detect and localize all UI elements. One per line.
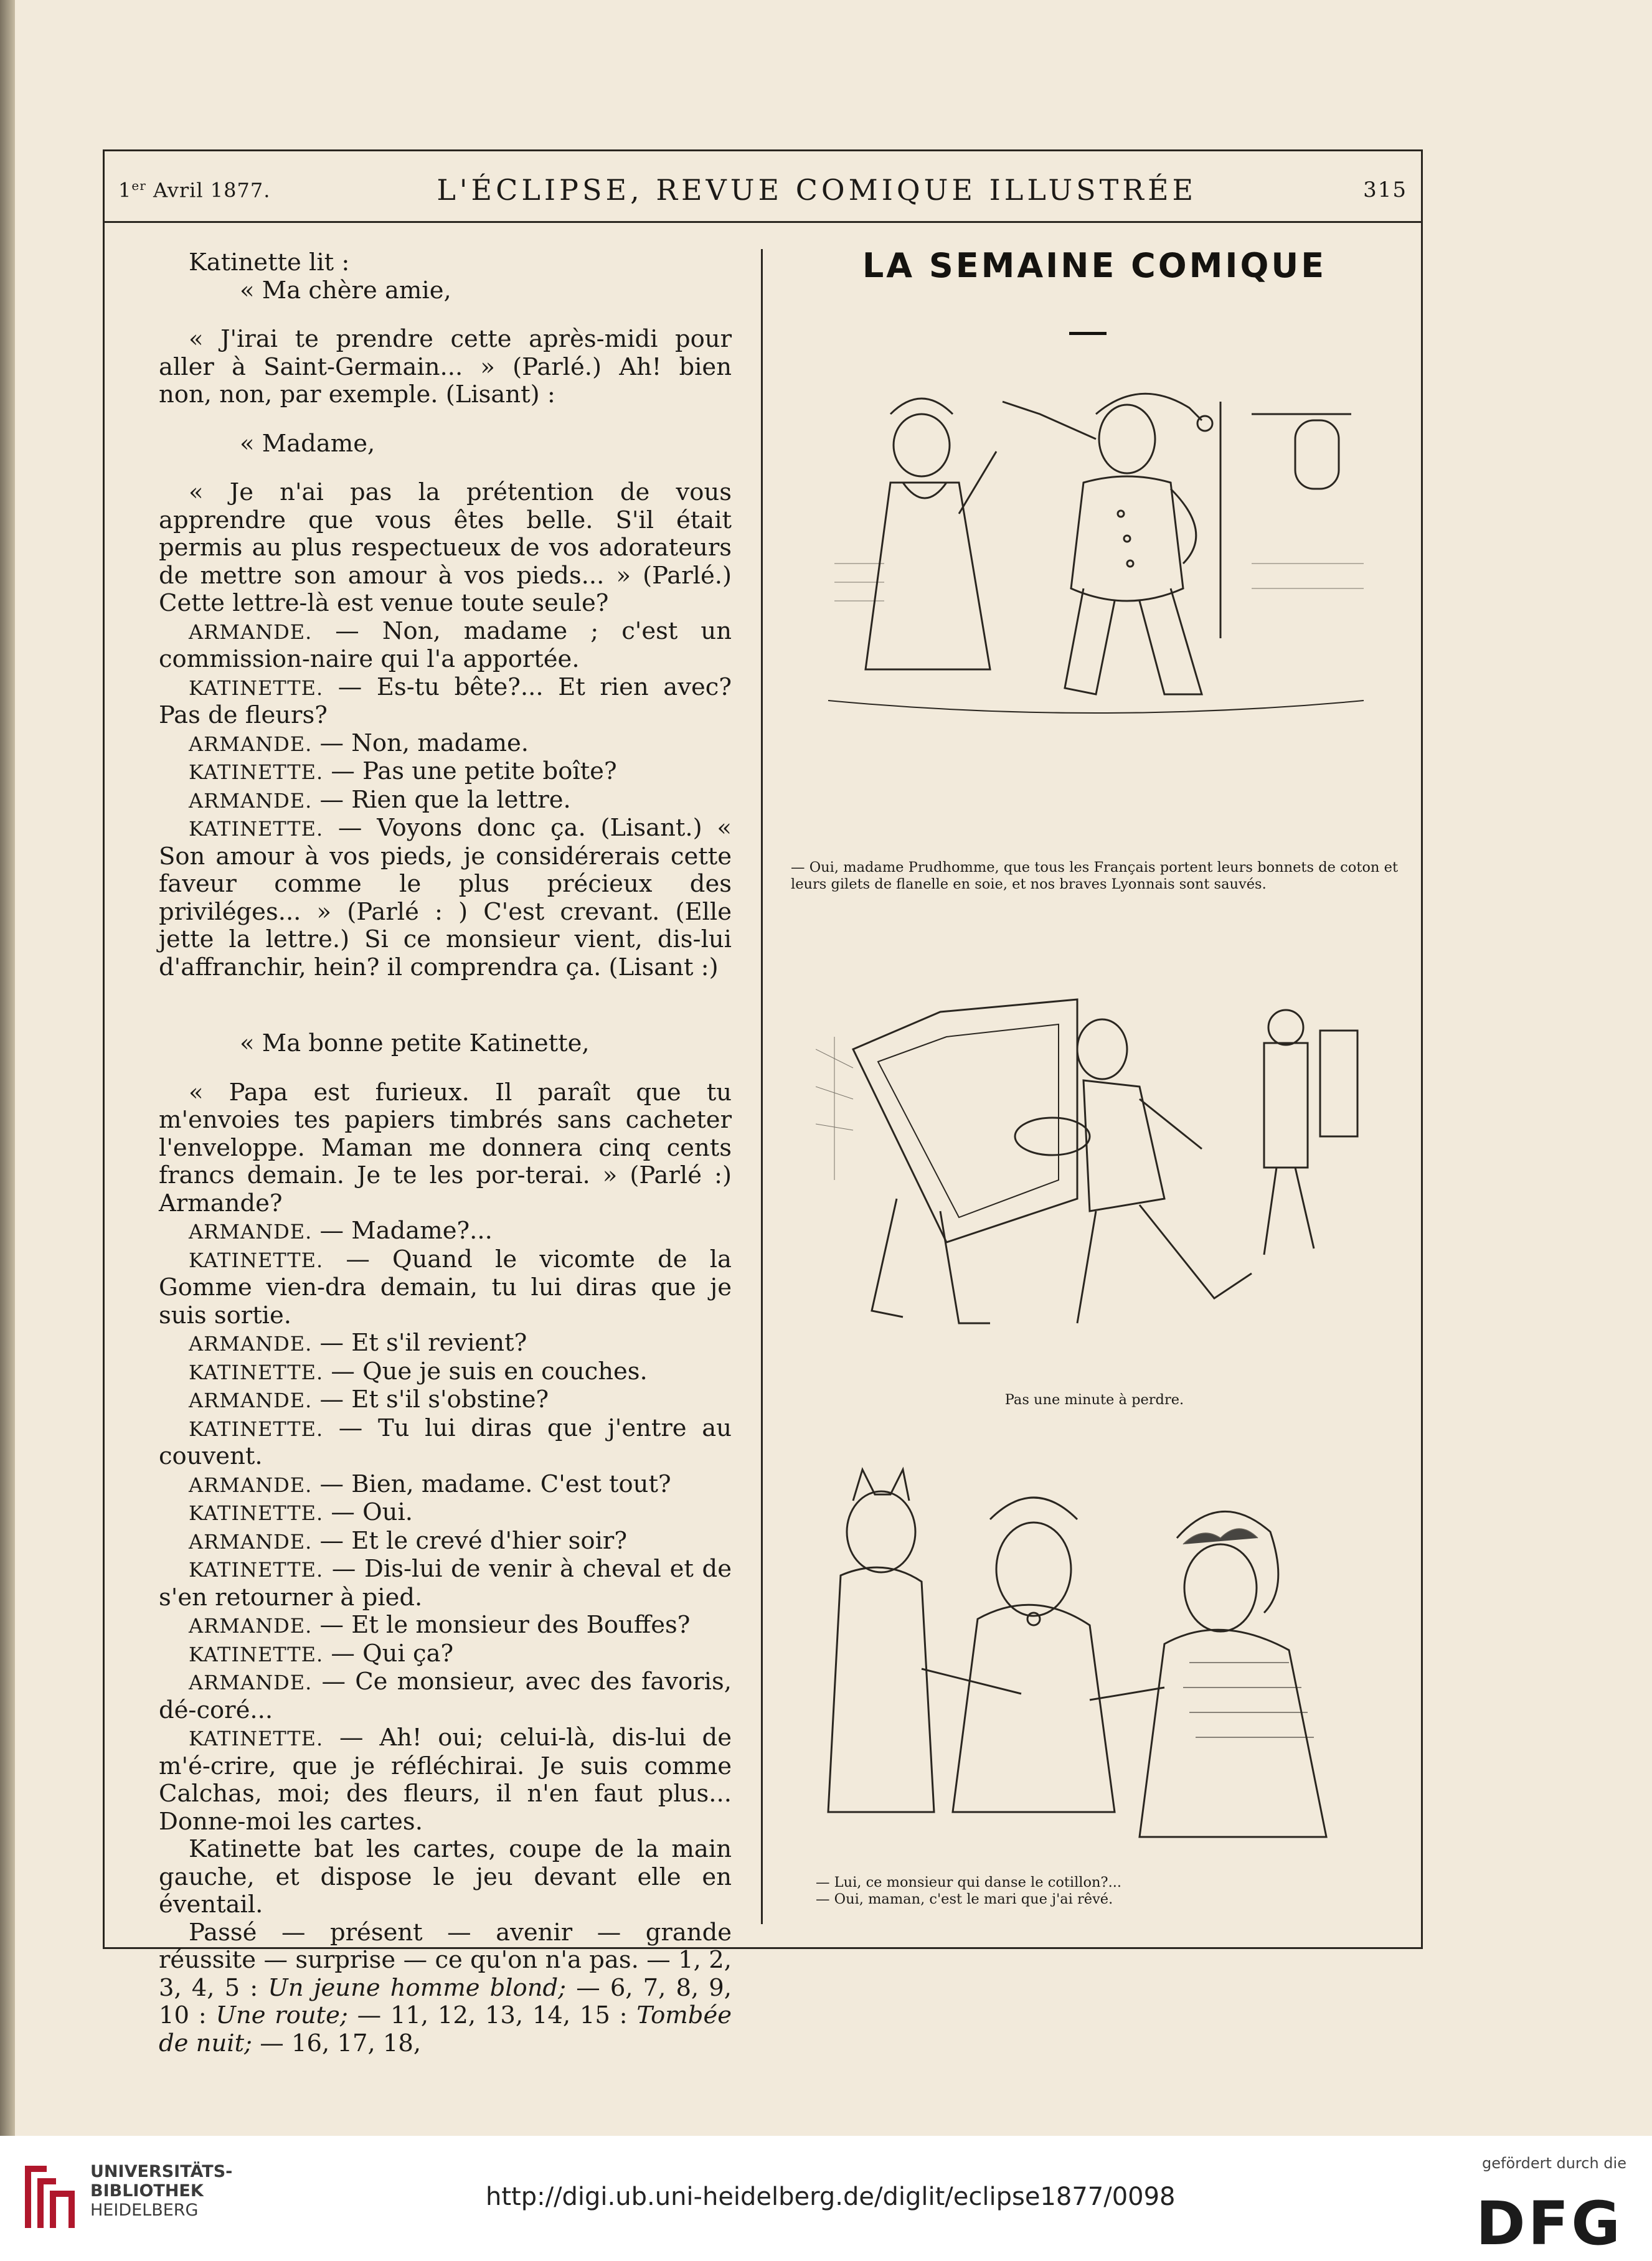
scan-edge	[0, 0, 15, 2136]
caption-illustration-2: Pas une minute à perdre.	[1004, 1392, 1184, 1408]
speaker: KATINETTE.	[189, 1417, 324, 1441]
speaker: KATINETTE.	[189, 1360, 324, 1384]
line-text: — Non, madame ; c'est un commission-naire qui l'a apportée.	[159, 616, 732, 673]
caption-illustration-1: — Oui, madame Prudhomme, que tous les Français portent leurs bonnets de coton et leurs gilets de flanelle en soie, et nos braves Lyonnais sont sauvés.	[791, 859, 1398, 892]
text-run: — 11, 12, 13, 14, 15 :	[347, 2001, 637, 2029]
date-ordinal: er	[131, 177, 146, 193]
speaker: KATINETTE.	[189, 676, 324, 700]
dialogue-line	[159, 1612, 732, 1640]
italic-run: Un jeune homme blond;	[268, 1973, 567, 2002]
line-text: — Es-tu bête?... Et rien avec? Pas de fleurs?	[159, 673, 732, 729]
line-text: — Voyons donc ça. (Lisant.) « Son amour à vos pieds, je considérerais cette faveur comme le plus précieux des priviléges... » (Parlé : ) C'est crevant. (Elle jette la lettre.) Si ce monsieur vient, dis-lui d'affranchir, hein? il comprendra ça. (Lisant :)	[159, 814, 732, 981]
dialogue-line	[159, 1415, 732, 1471]
paragraph: « J'irai te prendre cette après-midi pour aller à Saint-Germain... » (Parlé.) Ah! bien non, non, par exemple. (Lisant) :	[159, 325, 732, 408]
paragraph	[159, 1919, 732, 2058]
speaker: KATINETTE.	[189, 760, 324, 784]
speaker: ARMANDE.	[189, 1389, 313, 1412]
speaker: ARMANDE.	[189, 1473, 313, 1497]
line-text: — Ah! oui; celui-là, dis-lui de m'é-crire, que je réfléchirai. Je suis comme Calchas, moi; des fleurs, il n'en faut plus... Donne-moi les cartes.	[159, 1724, 732, 1836]
speaker: ARMANDE.	[189, 732, 313, 756]
speaker: ARMANDE.	[189, 1614, 313, 1638]
title-dash	[1069, 332, 1107, 335]
speaker: KATINETTE.	[189, 1248, 324, 1272]
dialogue-line	[159, 618, 732, 674]
date-month-year: Avril 1877.	[146, 178, 271, 202]
paragraph: Katinette bat les cartes, coupe de la main gauche, et dispose le jeu devant elle en éventail.	[159, 1835, 732, 1919]
speaker: ARMANDE.	[189, 1671, 313, 1694]
line-text: — Qui ça?	[323, 1639, 454, 1668]
speaker: KATINETTE.	[189, 1558, 324, 1582]
letter-salutation: « Ma bonne petite Katinette,	[240, 1029, 590, 1057]
speaker: KATINETTE.	[189, 1642, 324, 1666]
dialogue-line	[159, 1527, 732, 1556]
library-name-line: HEIDELBERG	[90, 2201, 199, 2220]
speaker: ARMANDE.	[189, 1529, 313, 1554]
dialogue-line	[159, 1668, 732, 1724]
line-text: — Que je suis en couches.	[323, 1357, 648, 1385]
university-library-logo-icon	[19, 2160, 81, 2234]
dialogue-line	[159, 730, 732, 758]
paragraph: « Papa est furieux. Il paraît que tu m'envoies tes papiers timbrés sans cacheter l'enveloppe. Maman me donnera cinq cents francs demain. Je te les por-terai. » (Parlé :) Armande?	[159, 1078, 732, 1217]
line-text: — Dis-lui de venir à cheval et de s'en retourner à pied.	[159, 1555, 732, 1612]
engraving-sketch-2	[816, 975, 1376, 1348]
line-text: — Pas une petite boîte?	[323, 757, 617, 785]
speaker: ARMANDE.	[189, 788, 313, 813]
line-text: — Et s'il revient?	[312, 1329, 527, 1357]
paragraph: Katinette lit :	[189, 248, 350, 276]
engraving-sketch-3	[816, 1463, 1376, 1849]
line-text: — Quand le vicomte de la Gomme vien-dra demain, tu lui diras que je suis sortie.	[159, 1245, 732, 1329]
running-head	[118, 168, 1407, 212]
illustration-cotillon	[816, 1463, 1376, 1849]
funded-by-label: gefördert durch die	[1482, 2155, 1626, 2172]
dialogue-line	[159, 1246, 732, 1330]
page-number: 315	[1363, 177, 1407, 202]
text-run: — 6, 7, 8, 9, 10 :	[159, 1973, 732, 2029]
dfg-logo: DFG	[1476, 2189, 1623, 2259]
text-run: Passé — présent — avenir — grande réussite — surprise — ce qu'on n'a pas. — 1, 2, 3, 4, 5 :	[159, 1918, 732, 2002]
library-footer	[0, 2136, 1652, 2261]
line-text: — Ce monsieur, avec des favoris, dé-coré...	[159, 1668, 732, 1724]
left-text-column	[159, 249, 732, 2057]
caption-line: — Oui, maman, c'est le mari que j'ai rêvé.	[816, 1891, 1113, 1907]
line-text: — Et le monsieur des Bouffes?	[312, 1611, 691, 1639]
letter-salutation: « Ma chère amie,	[240, 276, 451, 304]
dialogue-line	[159, 1329, 732, 1358]
dialogue-line	[159, 674, 732, 730]
dialogue-line	[159, 814, 732, 981]
speaker: ARMANDE.	[189, 1220, 313, 1244]
dialogue-line	[159, 1386, 732, 1415]
line-text: — Non, madame.	[312, 729, 529, 757]
italic-run: Tombée de nuit;	[159, 2001, 732, 2057]
dialogue-line	[159, 1358, 732, 1387]
library-name-line: BIBLIOTHEK	[90, 2181, 204, 2201]
speaker: KATINETTE.	[189, 1727, 324, 1750]
paragraph: « Je n'ai pas la prétention de vous apprendre que vous êtes belle. S'il était permis au plus respectueux de vos adorateurs de mettre son amour à vos pieds... » (Parlé.) Cette lettre-là est venue toute seule?	[159, 478, 732, 617]
issue-date	[118, 178, 270, 202]
text-run: — 16, 17, 18,	[252, 2029, 422, 2057]
dialogue-line	[159, 1471, 732, 1499]
section-title: LA SEMAINE COMIQUE	[862, 246, 1327, 285]
line-text: — Et s'il s'obstine?	[312, 1385, 549, 1414]
speaker: ARMANDE.	[189, 620, 313, 644]
speaker: ARMANDE.	[189, 1332, 313, 1356]
dialogue-line	[159, 1555, 732, 1612]
engraving-sketch-1	[816, 377, 1376, 732]
permalink-url[interactable]: http://digi.ub.uni-heidelberg.de/diglit/eclipse1877/0098	[486, 2183, 1176, 2211]
caption-line: — Lui, ce monsieur qui danse le cotillon?...	[816, 1874, 1122, 1890]
line-text: — Rien que la lettre.	[312, 785, 571, 814]
dialogue-line	[159, 786, 732, 815]
line-text: — Bien, madame. C'est tout?	[312, 1470, 671, 1498]
italic-run: Une route;	[215, 2001, 348, 2029]
letter-salutation: « Madame,	[240, 429, 375, 458]
date-day: 1	[118, 178, 132, 202]
column-divider	[761, 249, 763, 1924]
illustration-painter	[816, 975, 1376, 1348]
dialogue-line	[159, 1499, 732, 1527]
header-rule	[103, 221, 1423, 223]
dialogue-line	[159, 1724, 732, 1836]
line-text: — Et le crevé d'hier soir?	[312, 1526, 627, 1555]
line-text: — Oui.	[323, 1498, 413, 1526]
illustration-prudhomme	[816, 377, 1376, 732]
dialogue-line	[159, 758, 732, 786]
library-name	[90, 2162, 232, 2220]
speaker: KATINETTE.	[189, 1501, 324, 1525]
speaker: KATINETTE.	[189, 817, 324, 841]
journal-title: L'ÉCLIPSE, REVUE COMIQUE ILLUSTRÉE	[437, 173, 1197, 207]
line-text: — Madame?...	[312, 1217, 493, 1245]
dialogue-line	[159, 1217, 732, 1246]
line-text: — Tu lui diras que j'entre au couvent.	[159, 1414, 732, 1470]
dialogue-line	[159, 1640, 732, 1669]
library-name-line: UNIVERSITÄTS-	[90, 2162, 233, 2181]
caption-illustration-3	[816, 1874, 1376, 1908]
right-column	[778, 246, 1410, 1927]
